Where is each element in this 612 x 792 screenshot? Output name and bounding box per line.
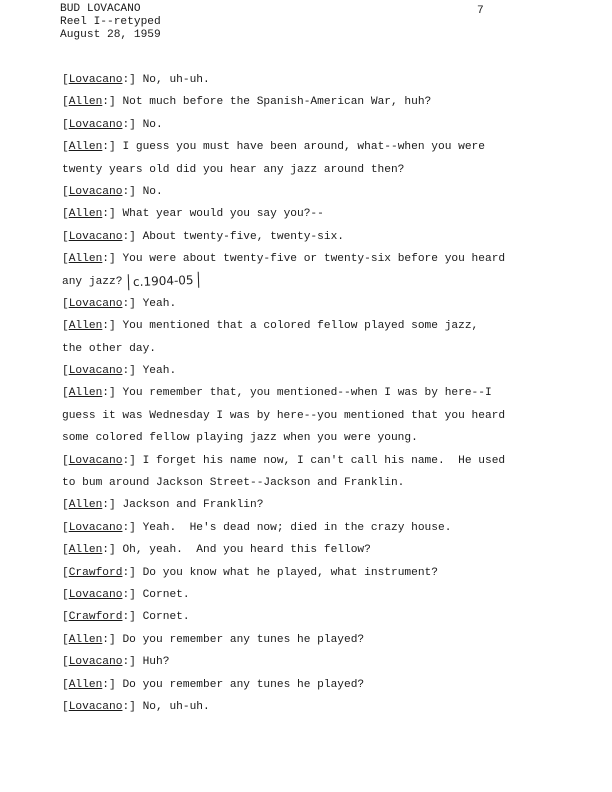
dialogue-text: Not much before the Spanish-American War, huh? — [115, 96, 432, 109]
transcript-line: [Lovacano:] No. — [62, 185, 163, 198]
dialogue-text: About twenty-five, twenty-six. — [135, 230, 344, 243]
dialogue-text: Oh, yeah. And you heard this fellow? — [115, 544, 371, 557]
dialogue-text: Yeah. — [135, 365, 177, 378]
speaker-name: Allen — [68, 253, 103, 266]
dialogue-text: What year would you say you?-- — [115, 208, 324, 221]
transcript-line: [Lovacano:] Yeah. — [62, 365, 177, 378]
dialogue-text: Yeah. — [135, 297, 177, 310]
dialogue-text: Yeah. He's dead now; died in the crazy house. — [135, 521, 452, 534]
transcript-line — [62, 271, 532, 293]
transcript-line: [Allen:] What year would you say you?-- — [62, 208, 324, 221]
dialogue-text: Jackson and Franklin? — [115, 499, 264, 512]
dialogue-text: the other day. — [62, 342, 156, 355]
speaker-name: Lovacano — [68, 365, 123, 378]
dialogue-text: I guess you must have been around, what--when you were — [115, 141, 485, 154]
speaker-name: Allen — [68, 633, 103, 646]
transcript-line: [Lovacano:] Yeah. He's dead now; died in the crazy house. — [62, 521, 452, 534]
dialogue-text: No. — [135, 185, 163, 198]
speaker-name: Allen — [68, 141, 103, 154]
transcript-line: [Lovacano:] Yeah. — [62, 297, 177, 310]
transcript-line: [Allen:] You were about twenty-five or twenty-six before you heard — [62, 253, 506, 266]
dialogue-text: Do you remember any tunes he played? — [115, 678, 365, 691]
reel-label: Reel I--retyped — [60, 16, 161, 28]
transcript-line: [Allen:] I guess you must have been around, what--when you were — [62, 141, 485, 154]
speaker-name: Lovacano — [68, 74, 123, 86]
speaker-name: Lovacano — [68, 588, 123, 601]
dialogue-text: No, uh-uh. — [135, 74, 210, 86]
transcript-line: [Crawford:] Do you know what he played, what instrument? — [62, 566, 438, 579]
dialogue-text: twenty years old did you hear any jazz around then? — [62, 163, 405, 176]
transcript-line — [62, 159, 532, 181]
speaker-name: Lovacano — [68, 185, 123, 198]
speaker-name: Allen — [68, 96, 103, 109]
speaker-name: Lovacano — [68, 297, 123, 310]
transcript-line — [62, 405, 532, 427]
dialogue-text: Do you know what he played, what instrument? — [135, 566, 438, 579]
transcript-line: [Allen:] Not much before the Spanish-American War, huh? — [62, 96, 432, 109]
dialogue-text: to bum around Jackson Street--Jackson and Franklin. — [62, 477, 405, 490]
speaker-name: Lovacano — [68, 656, 123, 669]
transcript-line: [Allen:] Do you remember any tunes he played? — [62, 678, 365, 691]
dialogue-text: No. — [135, 118, 163, 131]
interviewee-name: BUD LOVACANO — [60, 3, 141, 15]
speaker-name: Crawford — [68, 611, 123, 624]
speaker-name: Lovacano — [68, 521, 123, 534]
transcript-line: [Allen:] Jackson and Franklin? — [62, 499, 264, 512]
speaker-name: Lovacano — [68, 454, 123, 467]
speaker-name: Allen — [68, 678, 103, 691]
dialogue-text: Do you remember any tunes he played? — [115, 633, 365, 646]
dialogue-text: No, uh-uh. — [135, 700, 210, 713]
dialogue-text: any jazz? — [62, 275, 123, 288]
page-number: 7 — [477, 5, 484, 17]
transcript-line: [Lovacano:] Huh? — [62, 656, 170, 669]
speaker-name: Allen — [68, 387, 103, 400]
dialogue-text: You were about twenty-five or twenty-six before you heard — [115, 253, 506, 266]
speaker-name: Lovacano — [68, 230, 123, 243]
transcript-line: [Lovacano:] No. — [62, 118, 163, 131]
transcript-line: [Lovacano:] Cornet. — [62, 588, 190, 601]
transcript-line — [62, 338, 532, 360]
dialogue-text: Cornet. — [135, 588, 190, 601]
dialogue-text: You remember that, you mentioned--when I was by here--I — [115, 387, 492, 400]
transcript-line: [Allen:] Oh, yeah. And you heard this fellow? — [62, 544, 371, 557]
transcript-body — [62, 69, 532, 718]
transcript-line: [Lovacano:] I forget his name now, I can't call his name. He used — [62, 454, 506, 467]
transcript-line: [Allen:] You mentioned that a colored fellow played some jazz, — [62, 320, 479, 333]
dialogue-text: I forget his name now, I can't call his name. He used — [135, 454, 506, 467]
speaker-name: Crawford — [68, 566, 123, 579]
transcript-line — [62, 472, 532, 494]
speaker-name: Allen — [68, 499, 103, 512]
transcript-line — [62, 427, 532, 449]
speaker-name: Allen — [68, 544, 103, 557]
speaker-name: Lovacano — [68, 118, 123, 131]
dialogue-text: guess it was Wednesday I was by here--you mentioned that you heard — [62, 409, 506, 422]
dialogue-text: You mentioned that a colored fellow played some jazz, — [115, 320, 479, 333]
dialogue-text: Cornet. — [135, 611, 190, 624]
speaker-name: Allen — [68, 208, 103, 221]
transcript-line: [Allen:] Do you remember any tunes he played? — [62, 633, 365, 646]
speaker-name: Allen — [68, 320, 103, 333]
transcript-line: [Lovacano:] No, uh-uh. — [62, 700, 210, 713]
page-header — [60, 3, 161, 42]
speaker-name: Lovacano — [68, 700, 123, 713]
dialogue-text: some colored fellow playing jazz when you were young. — [62, 432, 418, 445]
transcript-line: [Allen:] You remember that, you mentioned--when I was by here--I — [62, 387, 492, 400]
transcript-line: [Lovacano:] About twenty-five, twenty-six. — [62, 230, 344, 243]
transcript-line: [Crawford:] Cornet. — [62, 611, 190, 624]
interview-date: August 28, 1959 — [60, 29, 161, 41]
transcript-line: [Lovacano:] No, uh-uh. — [62, 74, 210, 86]
dialogue-text: Huh? — [135, 656, 170, 669]
handwritten-annotation: c.1904-05 — [128, 271, 199, 289]
